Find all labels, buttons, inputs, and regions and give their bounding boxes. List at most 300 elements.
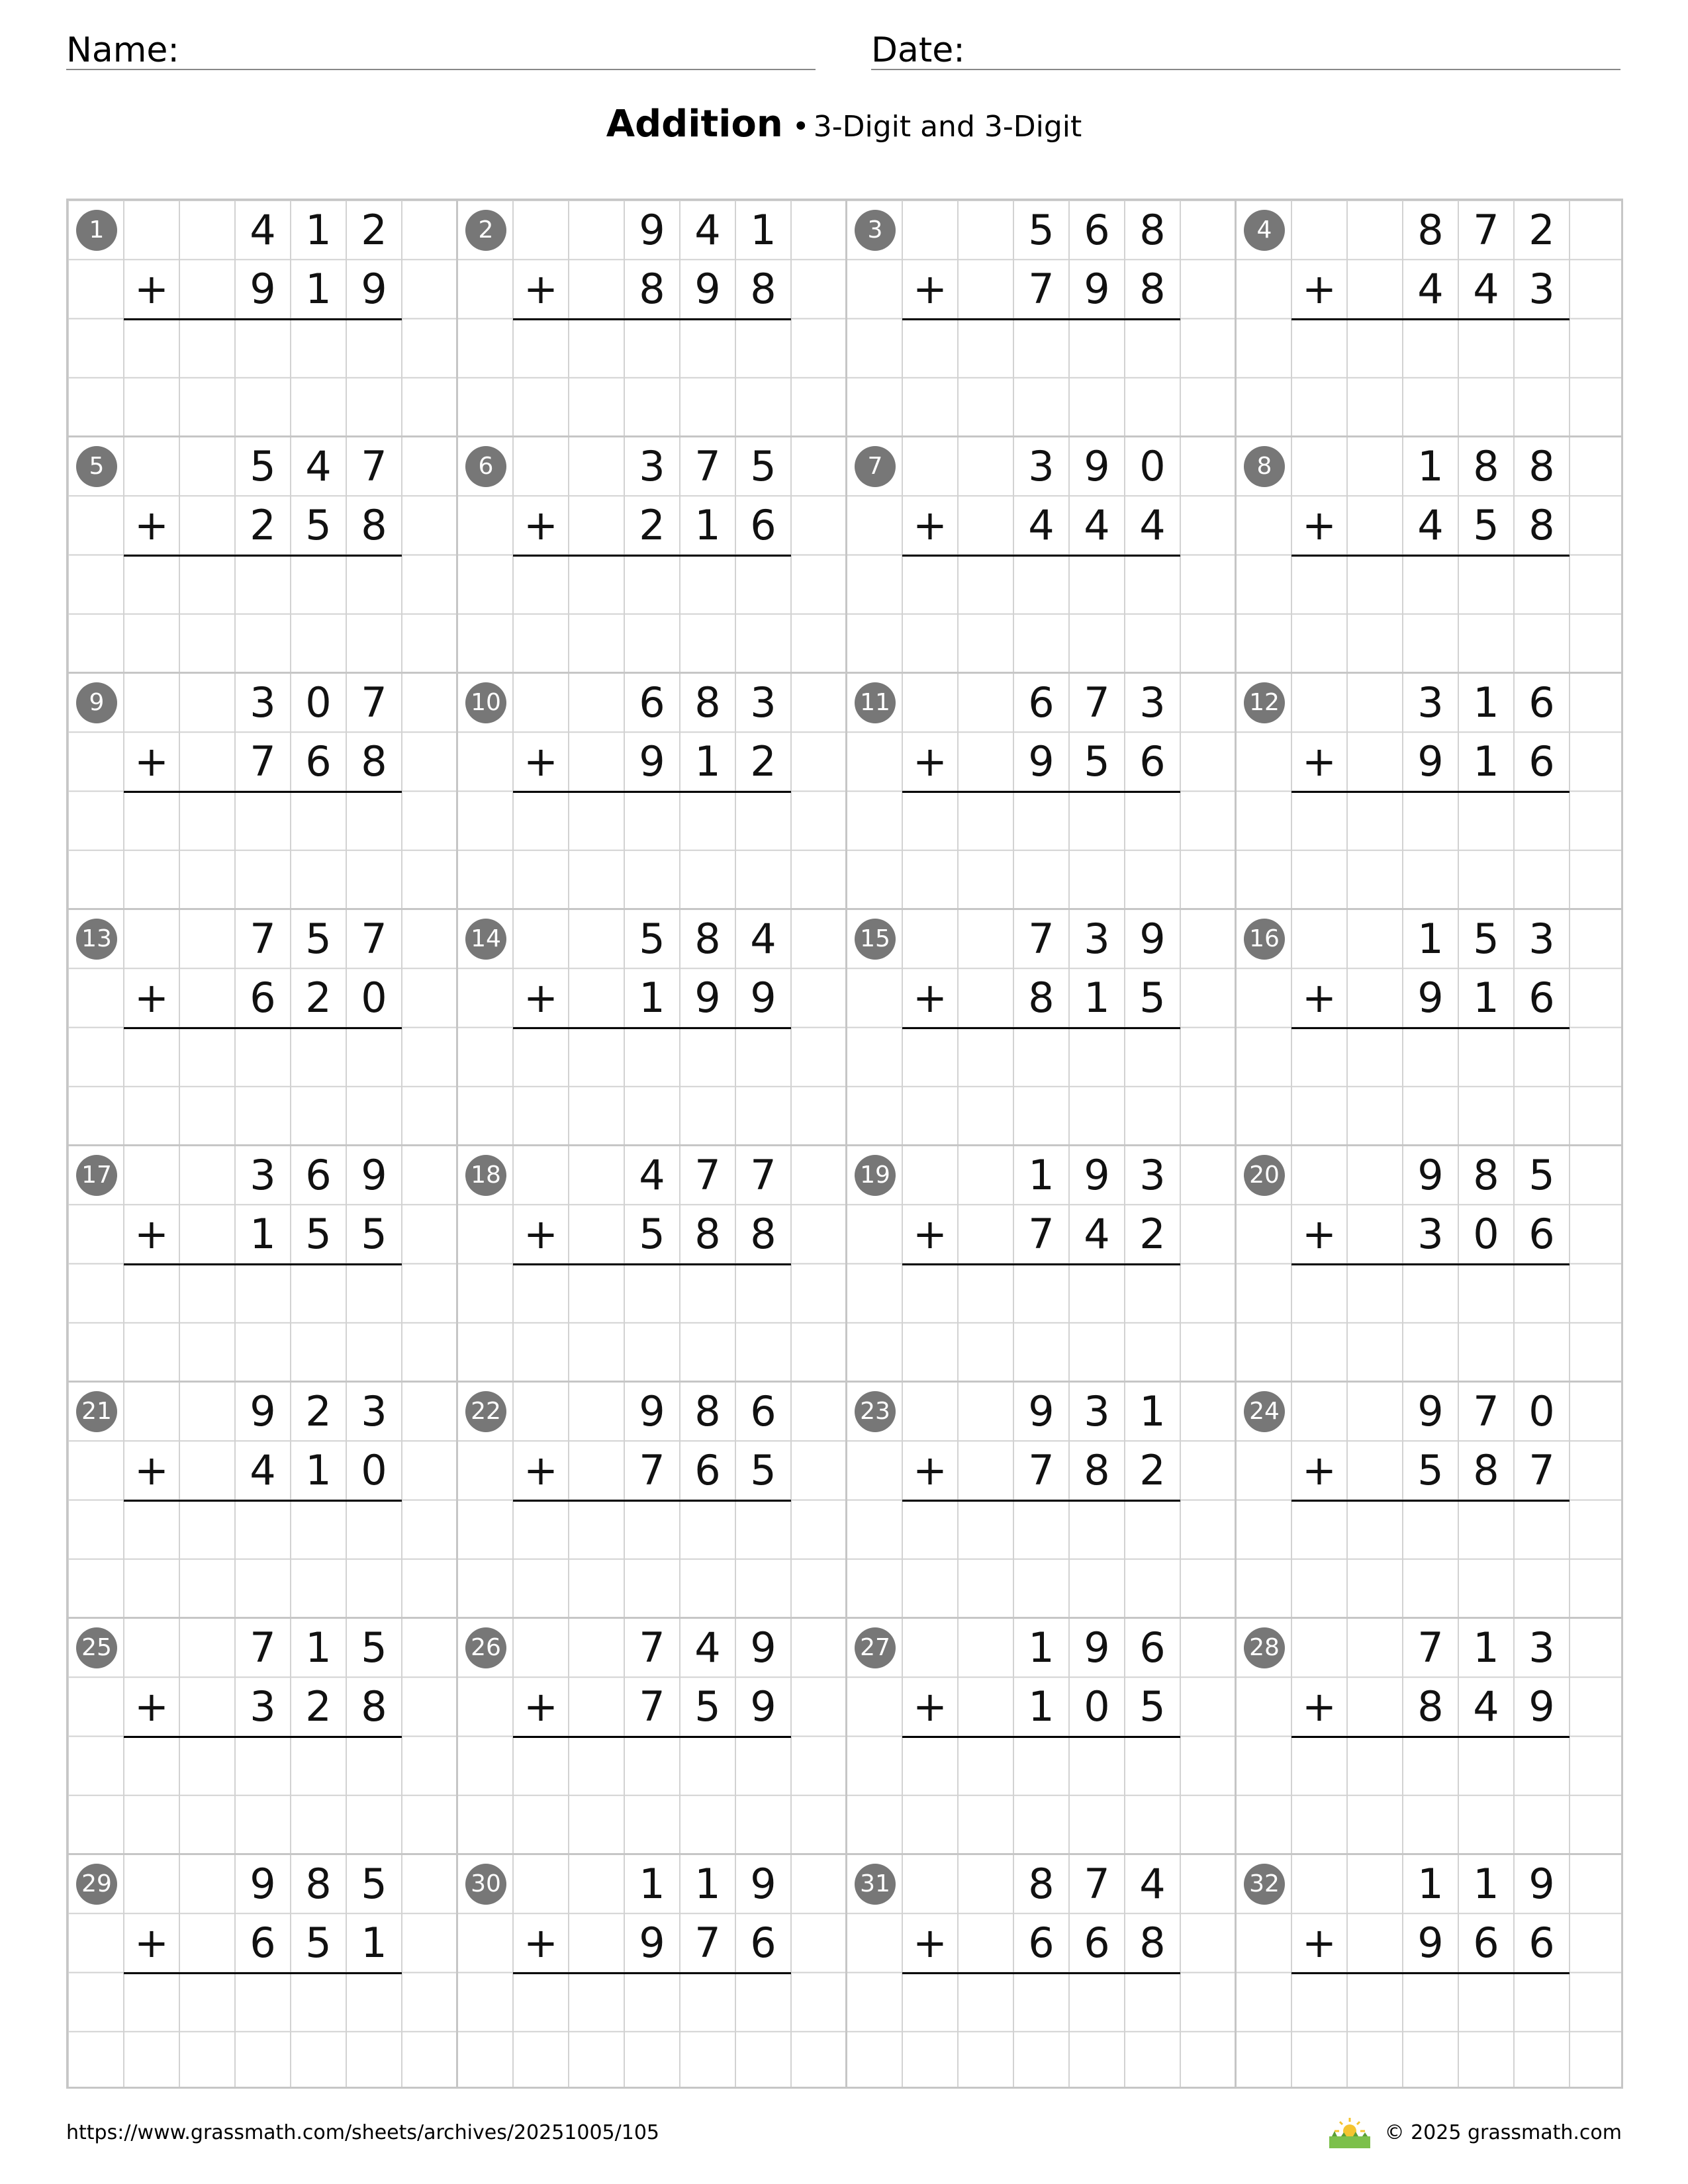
problem-number-badge: 26 xyxy=(465,1627,506,1668)
top-addend-digit: 6 xyxy=(750,1387,776,1435)
sum-line xyxy=(902,1972,1180,1974)
bottom-addend-digit: 1 xyxy=(305,1446,332,1494)
top-addend-digit: 7 xyxy=(1417,1623,1444,1672)
problem xyxy=(457,909,847,1146)
plus-operator: + xyxy=(913,1446,947,1494)
problem xyxy=(847,909,1236,1146)
problem-number-badge: 7 xyxy=(855,446,896,487)
plus-operator: + xyxy=(524,1682,558,1731)
plus-operator: + xyxy=(524,265,558,313)
bottom-addend-digit: 5 xyxy=(1084,737,1110,786)
top-addend-digit: 4 xyxy=(1139,1860,1166,1908)
problem-number-badge: 12 xyxy=(1244,682,1285,723)
plus-operator: + xyxy=(913,737,947,786)
bottom-addend-digit: 6 xyxy=(1528,974,1555,1022)
problem xyxy=(68,909,457,1146)
problem-number-badge: 14 xyxy=(465,919,506,960)
top-addend-digit: 7 xyxy=(361,915,387,963)
problem-number-badge: 17 xyxy=(76,1155,117,1196)
sum-line xyxy=(902,1027,1180,1029)
bottom-addend-digit: 1 xyxy=(250,1210,276,1258)
problem xyxy=(1236,201,1625,437)
bottom-addend-digit: 5 xyxy=(361,1210,387,1258)
bottom-addend-digit: 1 xyxy=(305,265,332,313)
problem xyxy=(1236,673,1625,909)
top-addend-digit: 9 xyxy=(1417,1151,1444,1199)
top-addend-digit: 8 xyxy=(1473,442,1499,490)
top-addend-digit: 5 xyxy=(1528,1151,1555,1199)
plus-operator: + xyxy=(1302,265,1336,313)
top-addend-digit: 8 xyxy=(1028,1860,1055,1908)
top-addend-digit: 9 xyxy=(639,206,665,254)
plus-operator: + xyxy=(134,501,169,549)
top-addend-digit: 3 xyxy=(361,1387,387,1435)
top-addend-digit: 9 xyxy=(1084,442,1110,490)
worksheet-title xyxy=(0,103,1688,146)
top-addend-digit: 5 xyxy=(250,442,276,490)
top-addend-digit: 5 xyxy=(305,915,332,963)
bottom-addend-digit: 9 xyxy=(1028,737,1055,786)
top-addend-digit: 9 xyxy=(1084,1623,1110,1672)
bottom-addend-digit: 7 xyxy=(639,1446,665,1494)
bottom-addend-digit: 6 xyxy=(250,974,276,1022)
top-addend-digit: 1 xyxy=(1139,1387,1166,1435)
bottom-addend-digit: 3 xyxy=(1417,1210,1444,1258)
top-addend-digit: 7 xyxy=(250,1623,276,1672)
top-addend-digit: 9 xyxy=(1417,1387,1444,1435)
top-addend-digit: 3 xyxy=(250,1151,276,1199)
top-addend-digit: 7 xyxy=(1084,678,1110,727)
footer-copyright: © 2025 grassmath.com xyxy=(1384,2121,1622,2144)
top-addend-digit: 1 xyxy=(1417,1860,1444,1908)
top-addend-digit: 9 xyxy=(750,1860,776,1908)
bottom-addend-digit: 1 xyxy=(1473,737,1499,786)
problem-number-badge: 6 xyxy=(465,446,506,487)
bottom-addend-digit: 1 xyxy=(1084,974,1110,1022)
top-addend-digit: 8 xyxy=(694,678,721,727)
problem xyxy=(847,437,1236,673)
bottom-addend-digit: 1 xyxy=(694,501,721,549)
bottom-addend-digit: 5 xyxy=(694,1682,721,1731)
plus-operator: + xyxy=(524,1210,558,1258)
plus-operator: + xyxy=(913,1682,947,1731)
top-addend-digit: 4 xyxy=(694,1623,721,1672)
problem-number-badge: 25 xyxy=(76,1627,117,1668)
problem-number-badge: 15 xyxy=(855,919,896,960)
bottom-addend-digit: 8 xyxy=(750,1210,776,1258)
bottom-addend-digit: 4 xyxy=(1084,1210,1110,1258)
top-addend-digit: 6 xyxy=(639,678,665,727)
sum-line xyxy=(124,318,402,320)
bottom-addend-digit: 7 xyxy=(694,1919,721,1967)
problem-number-badge: 27 xyxy=(855,1627,896,1668)
bottom-addend-digit: 2 xyxy=(250,501,276,549)
top-addend-digit: 3 xyxy=(1528,915,1555,963)
top-addend-digit: 6 xyxy=(1084,206,1110,254)
top-addend-digit: 3 xyxy=(639,442,665,490)
top-addend-digit: 9 xyxy=(639,1387,665,1435)
plus-operator: + xyxy=(1302,1210,1336,1258)
bottom-addend-digit: 2 xyxy=(305,974,332,1022)
problem xyxy=(847,1146,1236,1382)
bottom-addend-digit: 5 xyxy=(1473,501,1499,549)
top-addend-digit: 0 xyxy=(1139,442,1166,490)
bottom-addend-digit: 0 xyxy=(1084,1682,1110,1731)
top-addend-digit: 8 xyxy=(305,1860,332,1908)
top-addend-digit: 2 xyxy=(361,206,387,254)
bottom-addend-digit: 8 xyxy=(1528,501,1555,549)
plus-operator: + xyxy=(913,1919,947,1967)
top-addend-digit: 1 xyxy=(1028,1623,1055,1672)
top-addend-digit: 7 xyxy=(250,915,276,963)
top-addend-digit: 8 xyxy=(1139,206,1166,254)
problem xyxy=(68,1382,457,1618)
bottom-addend-digit: 7 xyxy=(639,1682,665,1731)
problem-number-badge: 22 xyxy=(465,1391,506,1432)
sum-line xyxy=(902,1263,1180,1265)
sum-line xyxy=(124,555,402,557)
top-addend-digit: 3 xyxy=(1084,1387,1110,1435)
top-addend-digit: 9 xyxy=(750,1623,776,1672)
top-addend-digit: 9 xyxy=(1139,915,1166,963)
top-addend-digit: 1 xyxy=(305,1623,332,1672)
bottom-addend-digit: 8 xyxy=(694,1210,721,1258)
bottom-addend-digit: 8 xyxy=(1139,265,1166,313)
top-addend-digit: 3 xyxy=(1528,1623,1555,1672)
top-addend-digit: 2 xyxy=(1528,206,1555,254)
plus-operator: + xyxy=(134,265,169,313)
problem xyxy=(1236,1854,1625,2091)
title-subtitle: 3-Digit and 3-Digit xyxy=(813,110,1082,144)
problem-number-badge: 1 xyxy=(76,210,117,251)
problem xyxy=(847,1382,1236,1618)
bottom-addend-digit: 6 xyxy=(305,737,332,786)
sum-line xyxy=(902,1736,1180,1738)
bottom-addend-digit: 2 xyxy=(1139,1446,1166,1494)
bottom-addend-digit: 7 xyxy=(1528,1446,1555,1494)
problem xyxy=(457,1854,847,2091)
bottom-addend-digit: 8 xyxy=(1028,974,1055,1022)
sum-line xyxy=(124,1027,402,1029)
top-addend-digit: 8 xyxy=(1473,1151,1499,1199)
top-addend-digit: 7 xyxy=(1028,915,1055,963)
top-addend-digit: 9 xyxy=(361,1151,387,1199)
sum-line xyxy=(513,318,791,320)
problem-number-badge: 19 xyxy=(855,1155,896,1196)
top-addend-digit: 5 xyxy=(639,915,665,963)
bottom-addend-digit: 6 xyxy=(250,1919,276,1967)
plus-operator: + xyxy=(134,1919,169,1967)
top-addend-digit: 7 xyxy=(750,1151,776,1199)
bottom-addend-digit: 9 xyxy=(361,265,387,313)
top-addend-digit: 9 xyxy=(1528,1860,1555,1908)
top-addend-digit: 7 xyxy=(1473,206,1499,254)
bottom-addend-digit: 8 xyxy=(639,265,665,313)
problem xyxy=(457,201,847,437)
sum-line xyxy=(124,1736,402,1738)
sum-line xyxy=(513,791,791,793)
top-addend-digit: 7 xyxy=(694,442,721,490)
plus-operator: + xyxy=(524,737,558,786)
plus-operator: + xyxy=(1302,501,1336,549)
problem-number-badge: 8 xyxy=(1244,446,1285,487)
top-addend-digit: 2 xyxy=(305,1387,332,1435)
problem-number-badge: 5 xyxy=(76,446,117,487)
bottom-addend-digit: 9 xyxy=(1528,1682,1555,1731)
problem-number-badge: 23 xyxy=(855,1391,896,1432)
problem-grid xyxy=(66,199,1623,2089)
problem-number-badge: 30 xyxy=(465,1864,506,1905)
top-addend-digit: 4 xyxy=(694,206,721,254)
bottom-addend-digit: 9 xyxy=(639,1919,665,1967)
top-addend-digit: 3 xyxy=(250,678,276,727)
plus-operator: + xyxy=(134,737,169,786)
sum-line xyxy=(1291,555,1570,557)
top-addend-digit: 8 xyxy=(1528,442,1555,490)
footer-url: https://www.grassmath.com/sheets/archives/20251005/105 xyxy=(66,2121,660,2144)
bottom-addend-digit: 0 xyxy=(1473,1210,1499,1258)
bottom-addend-digit: 3 xyxy=(250,1682,276,1731)
problem xyxy=(68,437,457,673)
sum-line xyxy=(513,1500,791,1502)
bottom-addend-digit: 4 xyxy=(1417,265,1444,313)
problem xyxy=(847,1618,1236,1854)
bottom-addend-digit: 6 xyxy=(1528,737,1555,786)
problem-number-badge: 21 xyxy=(76,1391,117,1432)
problem-number-badge: 9 xyxy=(76,682,117,723)
bottom-addend-digit: 0 xyxy=(361,1446,387,1494)
bottom-addend-digit: 1 xyxy=(1028,1682,1055,1731)
problem-number-badge: 3 xyxy=(855,210,896,251)
bottom-addend-digit: 4 xyxy=(1473,1682,1499,1731)
top-addend-digit: 6 xyxy=(1028,678,1055,727)
bottom-addend-digit: 6 xyxy=(750,501,776,549)
top-addend-digit: 5 xyxy=(361,1860,387,1908)
bottom-addend-digit: 5 xyxy=(305,1919,332,1967)
problem xyxy=(1236,1618,1625,1854)
sum-line xyxy=(124,791,402,793)
bottom-addend-digit: 2 xyxy=(1139,1210,1166,1258)
bottom-addend-digit: 9 xyxy=(1417,737,1444,786)
top-addend-digit: 4 xyxy=(250,206,276,254)
bottom-addend-digit: 4 xyxy=(1139,501,1166,549)
bottom-addend-digit: 6 xyxy=(1139,737,1166,786)
problem-number-badge: 28 xyxy=(1244,1627,1285,1668)
bottom-addend-digit: 6 xyxy=(1473,1919,1499,1967)
sum-line xyxy=(902,1500,1180,1502)
problem xyxy=(457,1382,847,1618)
date-field[interactable] xyxy=(871,24,1620,70)
problem xyxy=(847,673,1236,909)
sum-line xyxy=(1291,1500,1570,1502)
problem xyxy=(1236,909,1625,1146)
top-addend-digit: 6 xyxy=(1139,1623,1166,1672)
top-addend-digit: 6 xyxy=(1528,678,1555,727)
bottom-addend-digit: 7 xyxy=(1028,1446,1055,1494)
bottom-addend-digit: 2 xyxy=(750,737,776,786)
top-addend-digit: 1 xyxy=(305,206,332,254)
problem-number-badge: 29 xyxy=(76,1864,117,1905)
bottom-addend-digit: 6 xyxy=(694,1446,721,1494)
grass-sun-icon xyxy=(1327,2115,1373,2150)
sum-line xyxy=(513,1027,791,1029)
top-addend-digit: 3 xyxy=(1028,442,1055,490)
problem-number-badge: 20 xyxy=(1244,1155,1285,1196)
sum-line xyxy=(1291,1027,1570,1029)
top-addend-digit: 3 xyxy=(1139,1151,1166,1199)
problem-number-badge: 4 xyxy=(1244,210,1285,251)
name-field[interactable] xyxy=(66,24,816,70)
plus-operator: + xyxy=(913,1210,947,1258)
bottom-addend-digit: 8 xyxy=(1417,1682,1444,1731)
problem xyxy=(457,1618,847,1854)
plus-operator: + xyxy=(1302,1919,1336,1967)
top-addend-digit: 8 xyxy=(1417,206,1444,254)
bottom-addend-digit: 4 xyxy=(1473,265,1499,313)
plus-operator: + xyxy=(1302,1446,1336,1494)
sum-line xyxy=(513,1972,791,1974)
bottom-addend-digit: 6 xyxy=(1028,1919,1055,1967)
problem xyxy=(68,201,457,437)
top-addend-digit: 7 xyxy=(639,1623,665,1672)
plus-operator: + xyxy=(524,1446,558,1494)
bottom-addend-digit: 5 xyxy=(305,1210,332,1258)
bottom-addend-digit: 5 xyxy=(1139,974,1166,1022)
bottom-addend-digit: 4 xyxy=(1028,501,1055,549)
plus-operator: + xyxy=(134,1682,169,1731)
top-addend-digit: 1 xyxy=(1473,1623,1499,1672)
title-main: Addition xyxy=(606,103,783,146)
bottom-addend-digit: 4 xyxy=(1084,501,1110,549)
top-addend-digit: 3 xyxy=(1417,678,1444,727)
sum-line xyxy=(1291,1263,1570,1265)
plus-operator: + xyxy=(1302,1682,1336,1731)
sum-line xyxy=(1291,1972,1570,1974)
bottom-addend-digit: 6 xyxy=(750,1919,776,1967)
top-addend-digit: 5 xyxy=(361,1623,387,1672)
plus-operator: + xyxy=(913,974,947,1022)
top-addend-digit: 1 xyxy=(694,1860,721,1908)
top-addend-digit: 9 xyxy=(1084,1151,1110,1199)
bottom-addend-digit: 0 xyxy=(361,974,387,1022)
problem-number-badge: 24 xyxy=(1244,1391,1285,1432)
top-addend-digit: 0 xyxy=(1528,1387,1555,1435)
problem xyxy=(1236,437,1625,673)
bottom-addend-digit: 8 xyxy=(361,1682,387,1731)
top-addend-digit: 1 xyxy=(750,206,776,254)
bottom-addend-digit: 7 xyxy=(1028,265,1055,313)
bottom-addend-digit: 4 xyxy=(1417,501,1444,549)
problem xyxy=(1236,1146,1625,1382)
bottom-addend-digit: 5 xyxy=(639,1210,665,1258)
top-addend-digit: 5 xyxy=(1473,915,1499,963)
bottom-addend-digit: 9 xyxy=(750,1682,776,1731)
bottom-addend-digit: 9 xyxy=(694,265,721,313)
sum-line xyxy=(902,791,1180,793)
top-addend-digit: 7 xyxy=(361,442,387,490)
bottom-addend-digit: 9 xyxy=(1417,974,1444,1022)
top-addend-digit: 1 xyxy=(639,1860,665,1908)
problem xyxy=(847,201,1236,437)
sum-line xyxy=(124,1500,402,1502)
top-addend-digit: 5 xyxy=(750,442,776,490)
bottom-addend-digit: 7 xyxy=(250,737,276,786)
bottom-addend-digit: 1 xyxy=(1473,974,1499,1022)
sum-line xyxy=(902,318,1180,320)
top-addend-digit: 4 xyxy=(305,442,332,490)
top-addend-digit: 3 xyxy=(1084,915,1110,963)
problem xyxy=(68,1618,457,1854)
problem xyxy=(68,1854,457,2091)
problem xyxy=(457,437,847,673)
name-label: Name: xyxy=(66,30,179,70)
top-addend-digit: 3 xyxy=(750,678,776,727)
bottom-addend-digit: 8 xyxy=(361,501,387,549)
top-addend-digit: 9 xyxy=(250,1387,276,1435)
problem-number-badge: 32 xyxy=(1244,1864,1285,1905)
top-addend-digit: 7 xyxy=(1084,1860,1110,1908)
top-addend-digit: 7 xyxy=(361,678,387,727)
problem-number-badge: 31 xyxy=(855,1864,896,1905)
sum-line xyxy=(1291,791,1570,793)
plus-operator: + xyxy=(913,265,947,313)
top-addend-digit: 4 xyxy=(750,915,776,963)
bottom-addend-digit: 6 xyxy=(1528,1210,1555,1258)
plus-operator: + xyxy=(1302,737,1336,786)
sum-line xyxy=(1291,318,1570,320)
top-addend-digit: 9 xyxy=(250,1860,276,1908)
problem-number-badge: 18 xyxy=(465,1155,506,1196)
bottom-addend-digit: 6 xyxy=(1084,1919,1110,1967)
problem-number-badge: 2 xyxy=(465,210,506,251)
bottom-addend-digit: 8 xyxy=(361,737,387,786)
bottom-addend-digit: 5 xyxy=(305,501,332,549)
bottom-addend-digit: 1 xyxy=(694,737,721,786)
sum-line xyxy=(124,1263,402,1265)
plus-operator: + xyxy=(913,501,947,549)
sum-line xyxy=(124,1972,402,1974)
plus-operator: + xyxy=(134,1210,169,1258)
date-label: Date: xyxy=(871,30,965,70)
top-addend-digit: 7 xyxy=(694,1151,721,1199)
top-addend-digit: 8 xyxy=(694,915,721,963)
bottom-addend-digit: 5 xyxy=(750,1446,776,1494)
top-addend-digit: 9 xyxy=(1028,1387,1055,1435)
plus-operator: + xyxy=(524,501,558,549)
bottom-addend-digit: 9 xyxy=(694,974,721,1022)
plus-operator: + xyxy=(134,974,169,1022)
bottom-addend-digit: 8 xyxy=(1084,1446,1110,1494)
bottom-addend-digit: 1 xyxy=(639,974,665,1022)
bottom-addend-digit: 5 xyxy=(1139,1682,1166,1731)
plus-operator: + xyxy=(1302,974,1336,1022)
bottom-addend-digit: 9 xyxy=(1417,1919,1444,1967)
top-addend-digit: 4 xyxy=(639,1151,665,1199)
top-addend-digit: 0 xyxy=(305,678,332,727)
problem xyxy=(68,673,457,909)
problem xyxy=(847,1854,1236,2091)
problem xyxy=(1236,1382,1625,1618)
bottom-addend-digit: 6 xyxy=(1528,1919,1555,1967)
bottom-addend-digit: 1 xyxy=(361,1919,387,1967)
title-separator: • xyxy=(792,110,810,144)
top-addend-digit: 1 xyxy=(1417,915,1444,963)
bottom-addend-digit: 8 xyxy=(1139,1919,1166,1967)
plus-operator: + xyxy=(524,1919,558,1967)
bottom-addend-digit: 4 xyxy=(250,1446,276,1494)
bottom-addend-digit: 9 xyxy=(639,737,665,786)
plus-operator: + xyxy=(524,974,558,1022)
